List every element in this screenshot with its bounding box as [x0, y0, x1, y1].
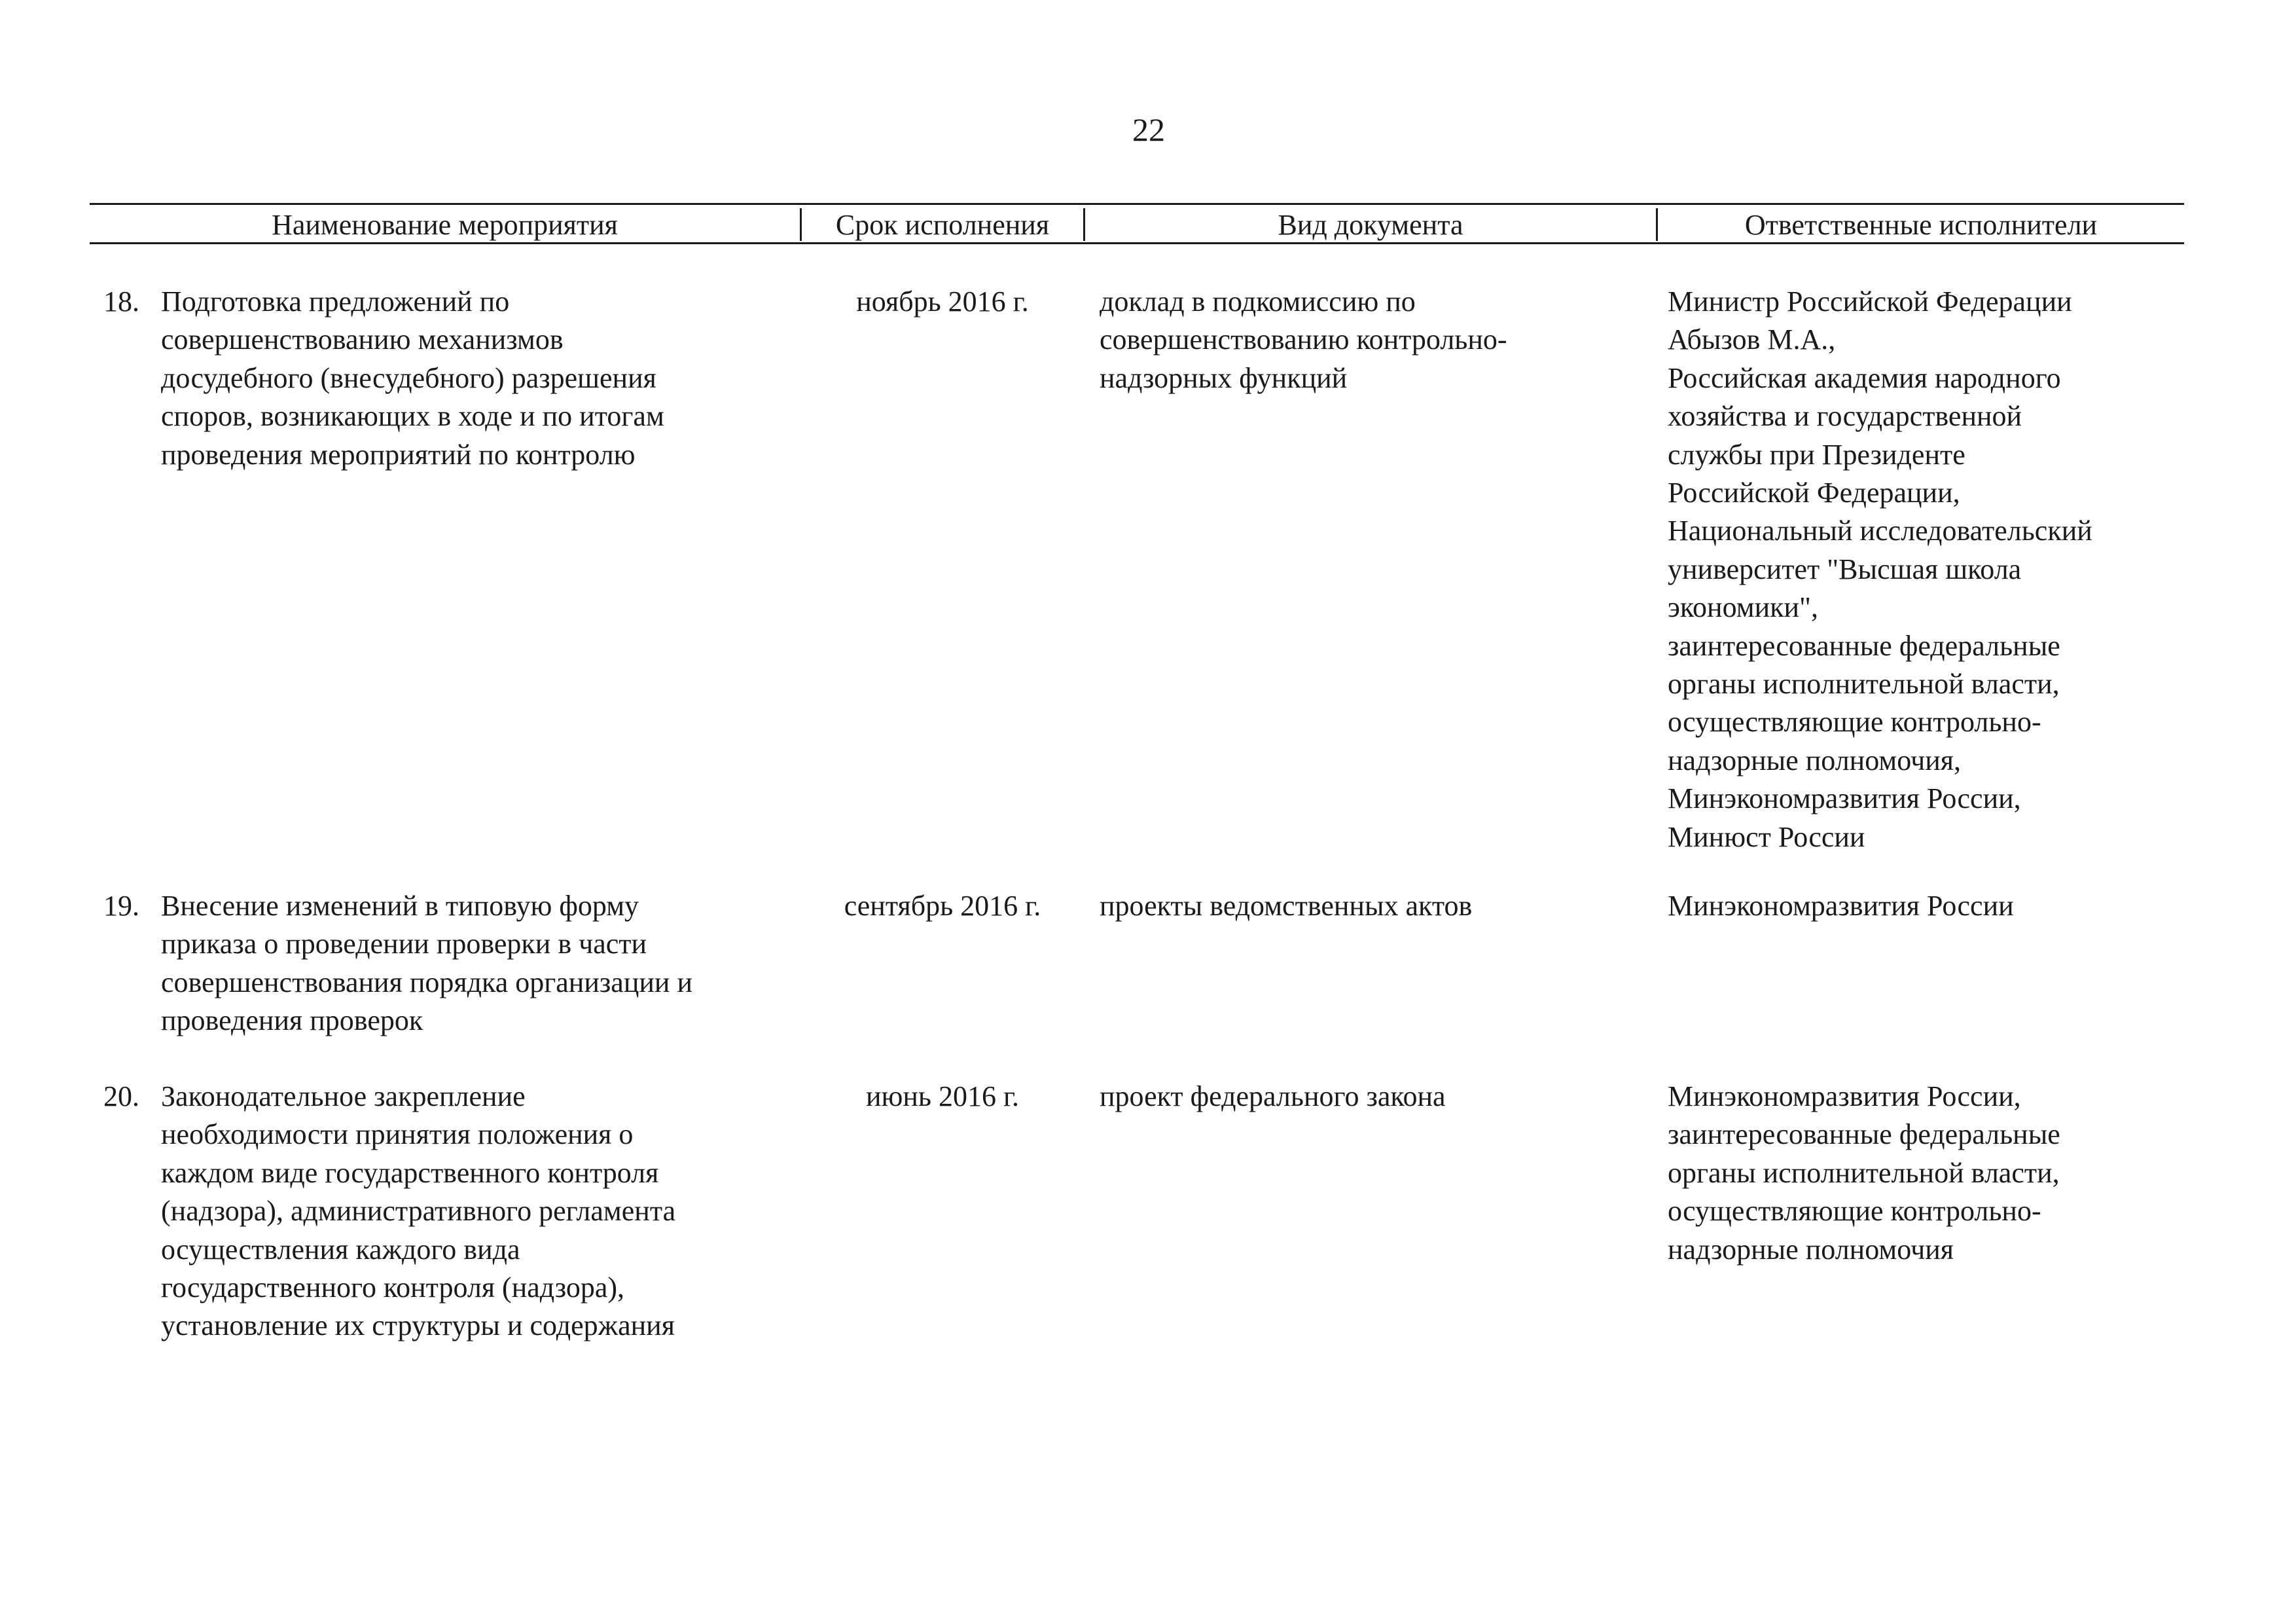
responsible-executors: Минэкономразвития России: [1668, 890, 2014, 922]
header-top-rule: [90, 203, 2184, 205]
header-doc-type: Вид документа: [1278, 209, 1463, 241]
document-type: проект федерального закона: [1100, 1080, 1446, 1112]
event-name: Внесение изменений в типовую форму приказа о проведении проверки в части совершенствования порядка организации и проведения проверок: [161, 890, 693, 1037]
header-bottom-rule: [90, 242, 2184, 244]
page-number: 22: [1132, 111, 1165, 148]
event-name: Законодательное закрепление необходимости принятия положения о каждом виде государственного контроля (надзора), административного регламента осуществления каждого вида государственного контроля (надзора), установление их структуры и содержания: [161, 1080, 676, 1342]
header-name: Наименование мероприятия: [272, 209, 618, 241]
header-deadline: Срок исполнения: [835, 209, 1050, 241]
document-type: доклад в подкомиссию по совершенствованию контрольно- надзорных функций: [1100, 285, 1507, 394]
deadline: ноябрь 2016 г.: [856, 285, 1029, 318]
deadline: июнь 2016 г.: [865, 1080, 1020, 1112]
document-type: проекты ведомственных актов: [1100, 890, 1473, 922]
row-number: 20.: [103, 1080, 139, 1112]
responsible-executors: Минэкономразвития России, заинтересованные федеральные органы исполнительной власти, осуществляющие контрольно- надзорные полномочия: [1668, 1080, 2060, 1266]
deadline: сентябрь 2016 г.: [844, 890, 1041, 922]
event-name: Подготовка предложений по совершенствованию механизмов досудебного (внесудебного) разрешения споров, возникающих в ходе и по итогам проведения мероприятий по контролю: [161, 285, 664, 471]
header-executors: Ответственные исполнители: [1744, 209, 2098, 241]
row-number: 18.: [103, 285, 139, 318]
row-number: 19.: [103, 890, 139, 922]
responsible-executors: Министр Российской Федерации Абызов М.А., Российская академия народного хозяйства и государственной службы при Президенте Российской Федерации, Национальный исследовательский университет "Высшая школа экономики", заинтересованные федеральные органы исполнительной власти, осуществляющие контрольно- надзорные полномочия, Минэкономразвития России, Минюст России: [1668, 285, 2092, 853]
